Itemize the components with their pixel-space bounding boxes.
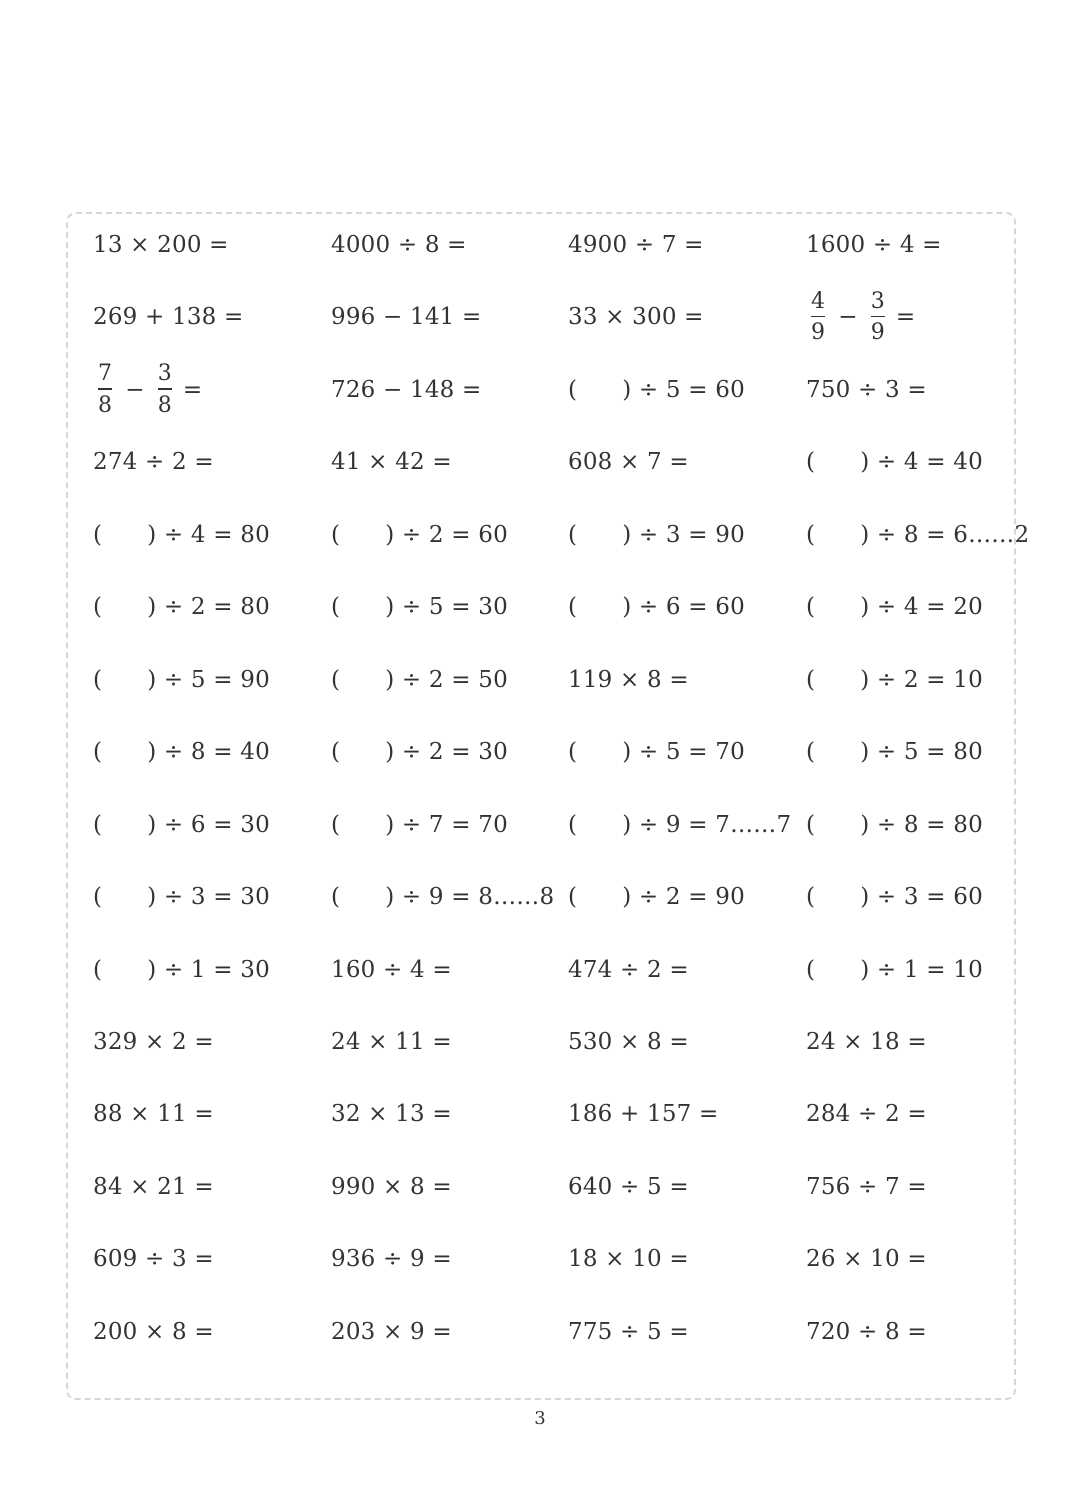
fraction-denominator: 9 [870,320,885,346]
problem [568,209,704,281]
page-number: 3 [534,1408,546,1429]
problem-text: ( ) ÷ 6 = 30 [93,811,270,838]
fraction [809,288,827,346]
problem [806,1223,927,1295]
problem [93,209,229,281]
operator: − [838,304,858,331]
problem-text: 32 × 13 = [331,1101,452,1128]
problem-text: 990 × 8 = [331,1173,452,1200]
problem [331,1223,452,1295]
equals-sign: = [895,304,916,331]
problem [331,716,508,788]
fraction-denominator: 8 [157,392,172,418]
problem-text: 750 ÷ 3 = [806,376,927,403]
problem [806,354,927,426]
problem [93,426,214,498]
problem [806,1006,927,1078]
problem [568,1151,689,1223]
problem [568,426,689,498]
fraction [869,288,887,346]
operator: − [125,376,145,403]
problem [568,1223,689,1295]
fraction-numerator: 3 [157,361,172,387]
problem-text: 640 ÷ 5 = [568,1173,689,1200]
problem-text: ( ) ÷ 6 = 60 [568,594,745,621]
problem [93,499,270,571]
fraction-denominator: 8 [98,392,113,418]
problem-text: 609 ÷ 3 = [93,1246,214,1273]
problem [331,571,508,643]
problem [331,861,554,933]
problem-row [93,934,1043,1006]
problem-row [93,1223,1043,1295]
problem [331,1296,452,1368]
problem [93,934,270,1006]
problem-row [93,861,1043,933]
problem-text: 996 − 141 = [331,304,482,331]
problem [93,281,243,353]
problem-text: 41 × 42 = [331,449,452,476]
problem-text: ( ) ÷ 9 = 8……8 [331,884,555,911]
problem [331,789,508,861]
problem [331,934,452,1006]
problem [568,644,689,716]
problem [93,1006,214,1078]
fraction-numerator: 4 [811,288,826,314]
problem-text: ( ) ÷ 1 = 30 [93,956,270,983]
problem-text: 775 ÷ 5 = [568,1318,689,1345]
problem-text: ( ) ÷ 5 = 90 [93,666,270,693]
fraction-denominator: 9 [811,320,826,346]
problem [93,716,270,788]
problem-row [93,281,1043,353]
problem [568,1006,689,1078]
problem [568,1296,689,1368]
problem [568,789,791,861]
problem [568,354,745,426]
problem-text: ( ) ÷ 5 = 60 [568,376,745,403]
problem-text: 84 × 21 = [93,1173,214,1200]
problem-text: ( ) ÷ 5 = 30 [331,594,508,621]
problem-text: ( ) ÷ 2 = 90 [568,884,745,911]
problem-text: 4000 ÷ 8 = [331,232,467,258]
problem [93,1078,214,1150]
problem [331,1078,452,1150]
problem-text: 530 × 8 = [568,1028,689,1055]
problem-row [93,209,1043,281]
fraction [156,363,174,417]
problem [568,281,704,353]
problem [93,644,270,716]
fraction [96,363,114,417]
problem-text: ( ) ÷ 5 = 70 [568,739,745,766]
problem [568,1078,718,1150]
problem-text: 1600 ÷ 4 = [806,232,942,258]
problem-text: ( ) ÷ 3 = 90 [568,521,745,548]
problem-text: ( ) ÷ 8 = 40 [93,739,270,766]
problem-text: 720 ÷ 8 = [806,1318,927,1345]
problem [331,499,508,571]
problem [93,1151,214,1223]
problem-text: ( ) ÷ 2 = 60 [331,521,508,548]
problem [331,281,481,353]
problem-text: 26 × 10 = [806,1246,927,1273]
problem [93,571,270,643]
problem-row [93,1296,1043,1368]
problem [806,1296,927,1368]
problem-text: 24 × 18 = [806,1028,927,1055]
problem-text: ( ) ÷ 7 = 70 [331,811,508,838]
problem [93,1223,214,1295]
problem [331,1151,452,1223]
problem [568,934,689,1006]
problem-text: 13 × 200 = [93,232,229,258]
problem-text: ( ) ÷ 4 = 20 [806,594,983,621]
problem-text: ( ) ÷ 2 = 10 [806,666,983,693]
problem [93,789,270,861]
problem-text: 160 ÷ 4 = [331,956,452,983]
problem-text: 186 + 157 = [568,1101,719,1128]
problem-text: ( ) ÷ 1 = 10 [806,956,983,983]
problem-text: ( ) ÷ 4 = 80 [93,521,270,548]
problem [93,861,270,933]
problem [806,281,923,353]
problem [331,644,508,716]
problem [806,571,983,643]
problem-text: ( ) ÷ 5 = 80 [806,739,983,766]
problem [93,354,210,426]
problem [568,499,745,571]
problem-text: 33 × 300 = [568,304,704,331]
problem-row [93,644,1043,716]
problem-text: 4900 ÷ 7 = [568,232,704,258]
problem [331,354,481,426]
problem-row [93,1151,1043,1223]
problem [806,1151,927,1223]
fraction-numerator: 3 [870,288,885,314]
problem-text: 329 × 2 = [93,1028,214,1055]
problem-text: 24 × 11 = [331,1028,452,1055]
problem-row [93,716,1043,788]
problem-row [93,1078,1043,1150]
problem-text: ( ) ÷ 2 = 80 [93,594,270,621]
problem-text: 203 × 9 = [331,1318,452,1345]
problem [806,644,983,716]
problem [93,1296,214,1368]
problem [331,426,452,498]
equals-sign: = [182,376,203,403]
problem-text: 200 × 8 = [93,1318,214,1345]
problem-text: ( ) ÷ 3 = 60 [806,884,983,911]
problem-text: 269 + 138 = [93,304,244,331]
problem [331,209,467,281]
problem-text: 608 × 7 = [568,449,689,476]
problem-text: ( ) ÷ 8 = 80 [806,811,983,838]
problem-text: 119 × 8 = [568,666,689,693]
problem-text: 756 ÷ 7 = [806,1173,927,1200]
problem-text: ( ) ÷ 2 = 50 [331,666,508,693]
problem-text: 274 ÷ 2 = [93,449,214,476]
problem-text: 726 − 148 = [331,376,482,403]
problem-text: ( ) ÷ 4 = 40 [806,449,983,476]
problem-text: 474 ÷ 2 = [568,956,689,983]
problem-row [93,426,1043,498]
problem [806,861,983,933]
problem-row [93,1006,1043,1078]
problem-text: ( ) ÷ 2 = 30 [331,739,508,766]
problem [806,716,983,788]
fraction-numerator: 7 [98,361,113,387]
problem [806,209,942,281]
problem-row [93,499,1043,571]
problem-text: ( ) ÷ 9 = 7……7 [568,811,792,838]
problem [806,934,983,1006]
problem-text: ( ) ÷ 8 = 6……2 [806,521,1030,548]
problem-row [93,789,1043,861]
problem-text: 18 × 10 = [568,1246,689,1273]
problem [806,499,1029,571]
problem-text: 936 ÷ 9 = [331,1246,452,1273]
problem [568,861,745,933]
problem [806,1078,927,1150]
problem [331,1006,452,1078]
problem [568,716,745,788]
problem [806,789,983,861]
problem-row [93,571,1043,643]
problem-text: 88 × 11 = [93,1101,214,1128]
problem-row [93,354,1043,426]
problem [568,571,745,643]
problem-text: 284 ÷ 2 = [806,1101,927,1128]
problem [806,426,983,498]
problem-text: ( ) ÷ 3 = 30 [93,884,270,911]
